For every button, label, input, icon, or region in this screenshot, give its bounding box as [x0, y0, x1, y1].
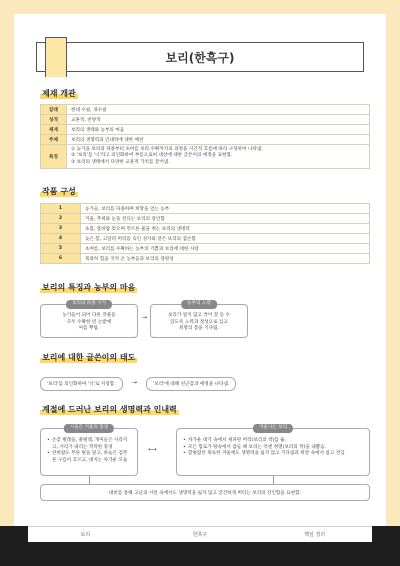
table-row: [41, 125, 370, 135]
table-row: [41, 254, 370, 264]
footer-item: 한흑구: [192, 532, 208, 538]
connector-line: [89, 476, 90, 484]
winter-scene-list: [47, 438, 131, 464]
box-label: 농부의 노력: [181, 300, 217, 309]
row-number: 3: [41, 224, 81, 234]
title-tab-decoration: [45, 37, 67, 77]
section-heading-attitude: 보리에 대한 글쓴이의 태도: [42, 353, 136, 362]
table-value: 보리의 생명력과 인내력에 대한 예찬: [67, 135, 370, 145]
conclusion-box: 대비를 통해 고난과 시련 속에서도 생명력을 잃지 않고 굳건하게 버티는 보리의 강인함을 표현함.: [40, 484, 370, 501]
table-row: [41, 224, 370, 234]
table-row: [41, 135, 370, 145]
winter-barley-list: [183, 438, 363, 458]
box-line: 씨를 뿌림.: [78, 326, 100, 331]
list-item: • 모든 힘로가 땅속에서 잠들 때 보리는 억센 정열(보리의 싹)을 내뿜음.: [183, 445, 363, 452]
table-key: 갈래: [41, 105, 67, 115]
table-value: 보리의 생태와 농부의 마음: [67, 125, 370, 135]
row-number: 4: [41, 234, 81, 244]
double-arrow-icon: ⟷: [148, 446, 157, 453]
row-text: 묵묵히 힘을 지켜 온 농부들과 보리의 영원성: [81, 254, 370, 264]
box-label: 시들은 겨울의 풍경: [64, 424, 114, 433]
box-label: 보리의 파종 시기: [66, 300, 112, 309]
row-text: 겨울, 추위와 눈을 견디는 보리의 강인함: [81, 214, 370, 224]
table-row: [41, 105, 370, 115]
overview-table: [40, 104, 370, 169]
winter-scene-box: [40, 425, 138, 476]
box-line: 보리가 얼지 않고 싹이 잘 돋 수: [167, 313, 230, 318]
feature-line: ③ 보리의 생태에서 다양한 교훈적 가치를 끌어냄.: [71, 159, 170, 165]
footer-item: 핵심 정리: [304, 532, 326, 538]
table-key: 성격: [41, 115, 67, 125]
list-item: • 할벌잡던 혹독한 겨울에도 생명력을 잃지 않고 기다림과 희망 속에서 참고 견딤.: [183, 451, 363, 458]
page-footer: [28, 526, 372, 542]
table-key: 특징: [41, 145, 67, 169]
section-heading-structure: 작품 구성: [42, 187, 76, 196]
row-text: 초봄, 봄바람 맞으며 푸르른 물을 쥐는 보리의 생명력: [81, 224, 370, 234]
farmer-effort-box: [150, 301, 248, 338]
feature-line: ① 늦가을 보리의 파종부터 초여름 보리 수확까지의 과정을 시간적 흐름에 따라 구성하여 나타냄.: [71, 146, 263, 152]
winter-barley-box: [176, 425, 370, 476]
box-line: 농가들이 되어 다른 작물을: [62, 313, 116, 318]
table-value: 교훈적, 찬양적: [67, 115, 370, 125]
table-row: [41, 234, 370, 244]
section-heading-features: 보리의 특징과 농부의 마음: [42, 283, 136, 292]
row-text: 초여름, 보리를 수확하는 농부의 기쁨과 보리에 대한 사랑: [81, 244, 370, 254]
table-value: 현대 수필, 경수필: [67, 105, 370, 115]
box-line: 모두 수확한 빈 논밭에: [66, 319, 112, 325]
list-item: • 차가운 대기 속에서 새파란 머리(보리의 싹)를 듦.: [183, 438, 363, 445]
table-row: [41, 145, 370, 169]
footer-item: 보리: [80, 532, 91, 538]
box-line: 희망의 봄을 기다림.: [179, 326, 219, 331]
table-key: 주제: [41, 135, 67, 145]
arrow-right-icon: →: [142, 314, 148, 321]
structure-table: [40, 203, 370, 264]
row-number: 2: [41, 214, 81, 224]
title-box: [36, 42, 364, 72]
box-line: 있도록 노력과 정성으로 심고: [170, 319, 228, 325]
section-heading-seasons: 계절에 드러난 보리의 생명력과 인내력: [42, 405, 177, 414]
table-value-multiline: [67, 145, 370, 169]
row-text: 늦은 봄, 고달퍼 머리를 숙인 성자와 같은 보리의 겸손함: [81, 234, 370, 244]
row-text: 농가들, 보리를 파종하며 희망을 얻는 농부: [81, 204, 370, 214]
row-number: 5: [41, 244, 81, 254]
connector-line: [273, 476, 274, 484]
table-row: [41, 204, 370, 214]
row-number: 1: [41, 204, 81, 214]
section-heading-overview: 제재 개관: [42, 89, 76, 98]
sowing-period-box: [40, 301, 138, 338]
personification-pill: '보리'를 의인화하여 '너'로 지칭함.: [40, 377, 123, 391]
row-number: 6: [41, 254, 81, 264]
arrow-right-icon: →: [132, 379, 138, 386]
table-row: [41, 244, 370, 254]
table-row: [41, 214, 370, 224]
feature-line: ② '보리'를 '너'라고 의인화하여 부름으로써 대상에 대한 글쓴이의 애정을 표현함.: [71, 153, 233, 159]
affection-pill: '보리'에 대해 친근감과 애정을 나타냄.: [146, 377, 236, 391]
table-key: 제재: [41, 125, 67, 135]
page-title: 보리(한흑구): [165, 50, 235, 65]
table-row: [41, 115, 370, 125]
list-item: • 온갖 벌레들, 풀벌레, 개미들은 사라지고, 서리가 내리는 적막한 풍경: [47, 438, 131, 451]
list-item: • 찬바람도 무른 벌을 덮고, 하늘은 검푸른 구름이 흐르고, 대지는 차가운 모습: [47, 451, 131, 464]
box-label: 겨울나는 보리: [253, 424, 293, 433]
